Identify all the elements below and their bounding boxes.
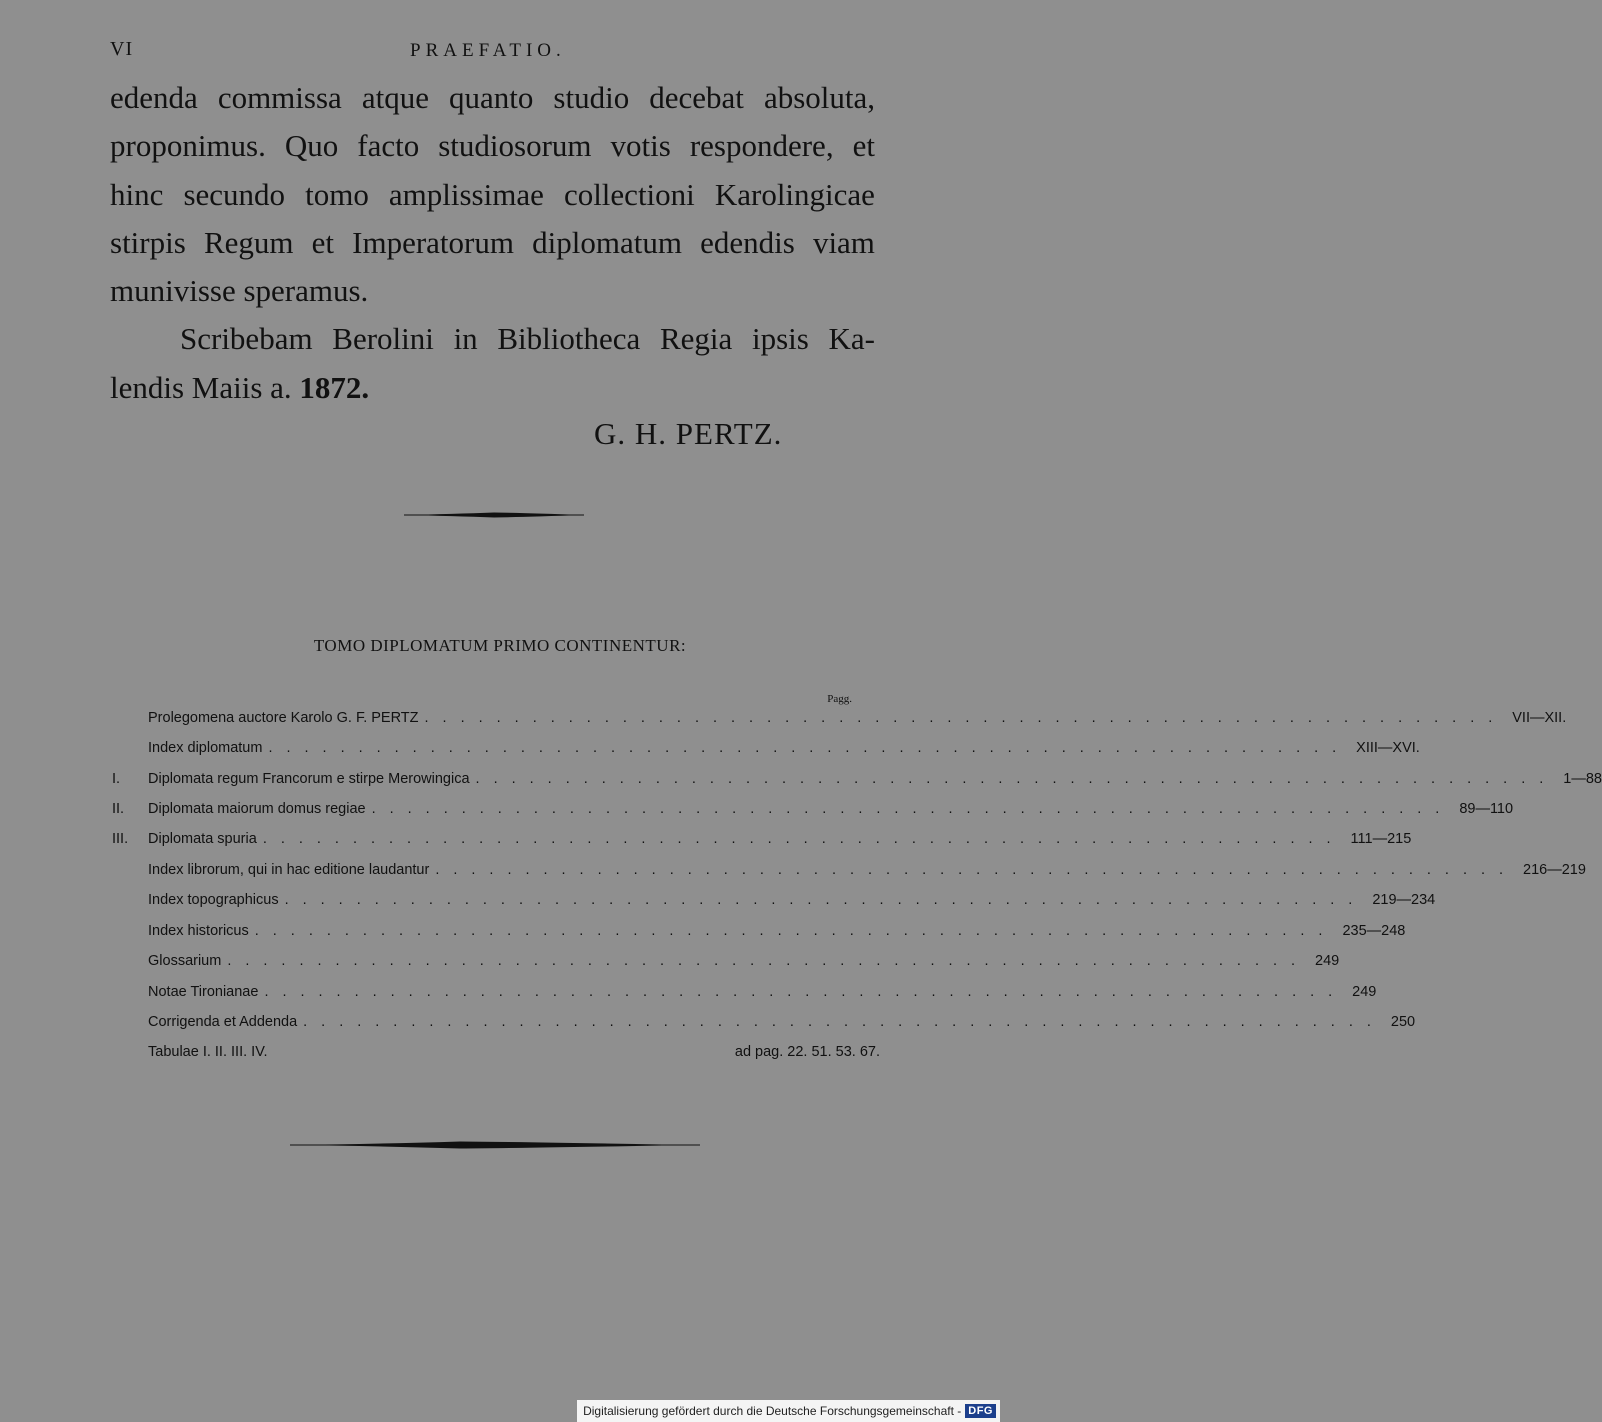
- body-word: respondere,: [689, 128, 834, 164]
- dfg-logo: DFG: [965, 1404, 996, 1418]
- pages-column-header: Pagg.: [827, 693, 852, 705]
- body-line-2: [110, 122, 875, 170]
- toc-leader-dots: ............................................................: [264, 984, 1347, 1000]
- body-word: et: [311, 224, 335, 260]
- body-word: atque: [361, 80, 429, 115]
- toc-leader-dots: ............................................................: [303, 1014, 1385, 1030]
- digitization-credit: [577, 1400, 1000, 1422]
- body-word: stirpis: [110, 224, 186, 260]
- toc-entry-title: Diplomata maiorum domus regiae: [148, 801, 366, 817]
- toc-entry-pages: 1—88: [1563, 771, 1602, 787]
- body-word: absoluta,: [763, 80, 875, 115]
- toc-entry: [112, 953, 1340, 975]
- toc-leader-dots: ............................................................: [284, 892, 1367, 908]
- toc-entry: [112, 771, 1602, 793]
- body-word: facto: [357, 128, 420, 164]
- body-word: collectioni: [563, 176, 695, 212]
- body-word: Ka-: [828, 321, 875, 357]
- body-word: Quo: [284, 128, 339, 164]
- preface-body: [110, 74, 875, 412]
- toc-leader-dots: ............................................................: [227, 953, 1310, 969]
- toc-entry-number: III.: [112, 831, 129, 847]
- body-word: amplissimae: [388, 176, 544, 212]
- body-line-5: munivisse speramus.: [110, 273, 369, 309]
- body-line-4: [110, 219, 875, 267]
- toc-leader-dots: ............................................................: [435, 862, 1518, 878]
- body-word: votis: [610, 128, 671, 164]
- toc-leader-dots: ............................................................: [475, 771, 1558, 787]
- body-word: in: [453, 321, 478, 357]
- toc-entry-number: II.: [112, 801, 125, 817]
- body-word: decebat: [649, 80, 744, 115]
- toc-entry: [112, 984, 1377, 1006]
- toc-entry: [112, 923, 1406, 945]
- toc-entry-title: Prolegomena auctore Karolo G. F. PERTZ: [148, 710, 419, 726]
- toc-entry-title: Notae Tironianae: [148, 984, 259, 1000]
- toc-entry-title: Index diplomatum: [148, 740, 263, 756]
- toc-entry: [112, 862, 1586, 884]
- body-line-7: [110, 364, 875, 412]
- body-word: Berolini: [332, 321, 434, 357]
- toc-entry-pages: 249: [1315, 953, 1340, 969]
- body-word: tomo: [305, 176, 369, 212]
- running-head: PRAEFATIO.: [410, 40, 566, 61]
- body-word: edendis: [700, 224, 795, 260]
- toc-entry-pages: VII—XII.: [1512, 710, 1567, 726]
- toc-entry-pages: XIII—XVI.: [1356, 740, 1420, 756]
- body-word: Regia: [659, 321, 733, 357]
- toc-leader-dots: ............................................................: [268, 740, 1351, 756]
- toc-entry-title: Diplomata spuria: [148, 831, 257, 847]
- toc-entry-title: Glossarium: [148, 953, 222, 969]
- toc-entry: [112, 710, 1567, 732]
- toc-entry-pages: 219—234: [1372, 892, 1436, 908]
- toc-entry: [112, 1014, 1416, 1036]
- body-word: secundo: [183, 176, 286, 212]
- body-word: quanto: [449, 80, 534, 115]
- toc-entry: [112, 892, 1436, 914]
- toc-leader-dots: ............................................................: [262, 831, 1345, 847]
- body-word: ipsis: [751, 321, 809, 357]
- toc-leader-dots: ............................................................: [424, 710, 1507, 726]
- credit-text: Digitalisierung gefördert durch die Deutsche Forschungsgemeinschaft -: [583, 1404, 962, 1418]
- toc-entry-pages: 249: [1352, 984, 1377, 1000]
- toc-entry-title: Index historicus: [148, 923, 249, 939]
- body-word: Bibliotheca: [497, 321, 641, 357]
- toc-entry-pages: 89—110: [1459, 801, 1514, 817]
- body-word: viam: [812, 224, 875, 260]
- toc-heading: TOMO DIPLOMATUM PRIMO CONTINENTUR:: [313, 636, 687, 655]
- body-word: et: [852, 128, 875, 164]
- toc-entry-title: Tabulae I. II. III. IV.: [148, 1044, 268, 1060]
- toc-leader-dots: ............................................................: [371, 801, 1454, 817]
- body-line-1: [110, 74, 875, 122]
- body-word: Imperatorum: [352, 224, 514, 260]
- page-number: VI: [110, 38, 134, 60]
- toc-entry-title: Index librorum, qui in hac editione laudantur: [148, 862, 430, 878]
- body-word: Karolingicae: [714, 176, 875, 212]
- body-word: proponimus.: [110, 128, 266, 164]
- body-line-6: [110, 315, 875, 363]
- toc-entry-number: I.: [112, 771, 121, 787]
- toc-entry: [112, 1044, 880, 1066]
- toc-entry: [112, 740, 1420, 762]
- body-word: Regum: [203, 224, 294, 260]
- toc-entry: [112, 831, 1412, 853]
- body-word: studiosorum: [438, 128, 592, 164]
- toc-entry-pages: 111—215: [1350, 831, 1412, 847]
- dateline-text: lendis Maiis a.: [110, 369, 300, 405]
- toc-entry-pages: 216—219: [1523, 862, 1586, 878]
- toc-entry-pages: 250: [1390, 1014, 1416, 1030]
- dateline-year: 1872.: [299, 369, 370, 405]
- body-word: hinc: [110, 176, 164, 212]
- body-word: edenda: [110, 80, 198, 115]
- toc-entry-pages: ad pag. 22. 51. 53. 67.: [734, 1044, 880, 1060]
- toc-entry-title: Index topographicus: [148, 892, 279, 908]
- body-word: diplomatum: [532, 224, 682, 260]
- toc-entry: [112, 801, 1514, 823]
- body-word: studio: [553, 80, 630, 115]
- toc-leader-dots: ............................................................: [254, 923, 1337, 939]
- body-word: Scribebam: [180, 321, 313, 357]
- body-line-3: [110, 171, 875, 219]
- toc-entry-pages: 235—248: [1342, 923, 1406, 939]
- toc-entry-title: Corrigenda et Addenda: [148, 1014, 298, 1030]
- body-word: commissa: [217, 80, 342, 115]
- signature: G. H. PERTZ.: [594, 416, 783, 451]
- toc-entry-title: Diplomata regum Francorum e stirpe Merowingica: [148, 771, 470, 787]
